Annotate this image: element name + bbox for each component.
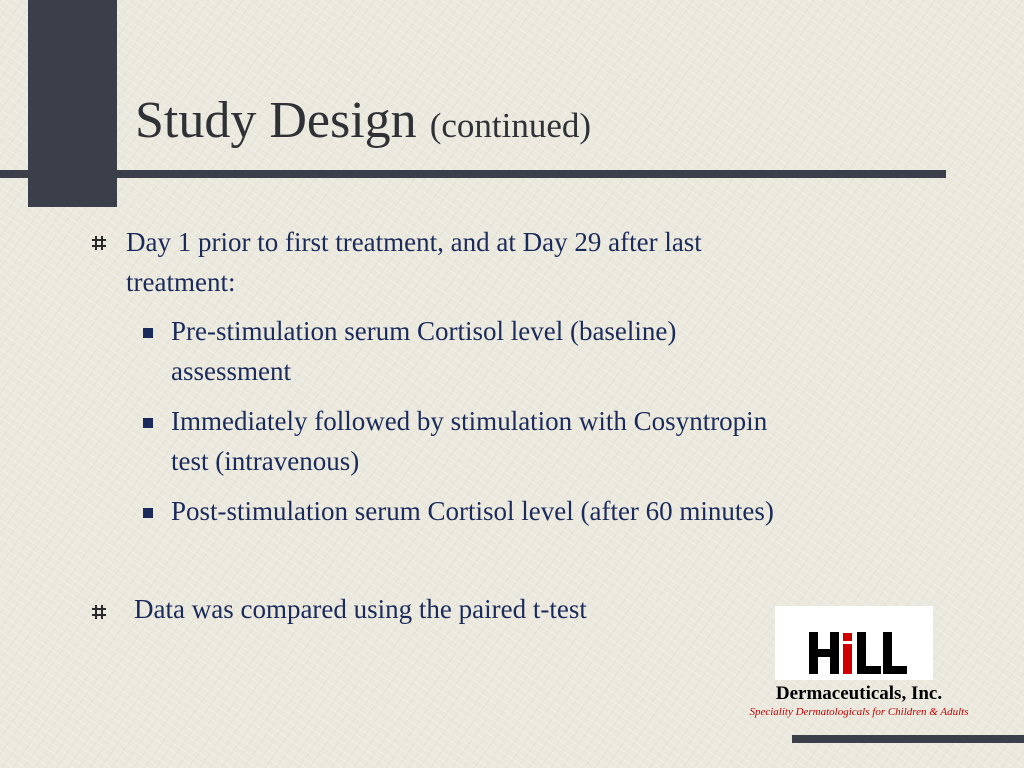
bullet-1-line-1: Day 1 prior to first treatment, and at Day 29 after last (126, 227, 702, 257)
sub-bullet-1-line-2: assessment (171, 356, 291, 386)
bullet-2-line-1: Data was compared using the paired t-test (134, 594, 587, 624)
title-suffix: (continued) (429, 106, 592, 145)
logo-tagline: Speciality Dermatologicals for Children & Adults (749, 706, 969, 718)
hash-icon (90, 603, 108, 621)
title-main: Study Design (135, 92, 417, 149)
title-divider (0, 170, 946, 178)
sub-bullet-1-line-1: Pre-stimulation serum Cortisol level (baseline) (171, 316, 677, 346)
square-bullet-icon (143, 418, 153, 428)
sub-bullet-3-text (171, 491, 774, 531)
slide-title (135, 86, 591, 161)
sub-bullet-2-line-2: test (intravenous) (171, 446, 360, 476)
bullet-2-text (134, 589, 587, 629)
sub-bullet-2-text (171, 401, 767, 481)
hill-logo-wordmark (775, 606, 933, 680)
sub-bullet-2-line-1: Immediately followed by stimulation with Cosyntropin (171, 406, 768, 436)
hash-icon (90, 234, 108, 252)
sub-bullet-3-line-1: Post-stimulation serum Cortisol level (after 60 minutes) (171, 496, 774, 526)
bullet-1-text (126, 222, 702, 302)
bullet-1-line-2: treatment: (126, 267, 236, 297)
company-logo (775, 606, 933, 680)
logo-company-name: Dermaceuticals, Inc. (775, 683, 943, 704)
sub-bullet-1-text (171, 311, 676, 391)
footer-divider (792, 735, 1024, 743)
square-bullet-icon (143, 328, 153, 338)
square-bullet-icon (143, 508, 153, 518)
